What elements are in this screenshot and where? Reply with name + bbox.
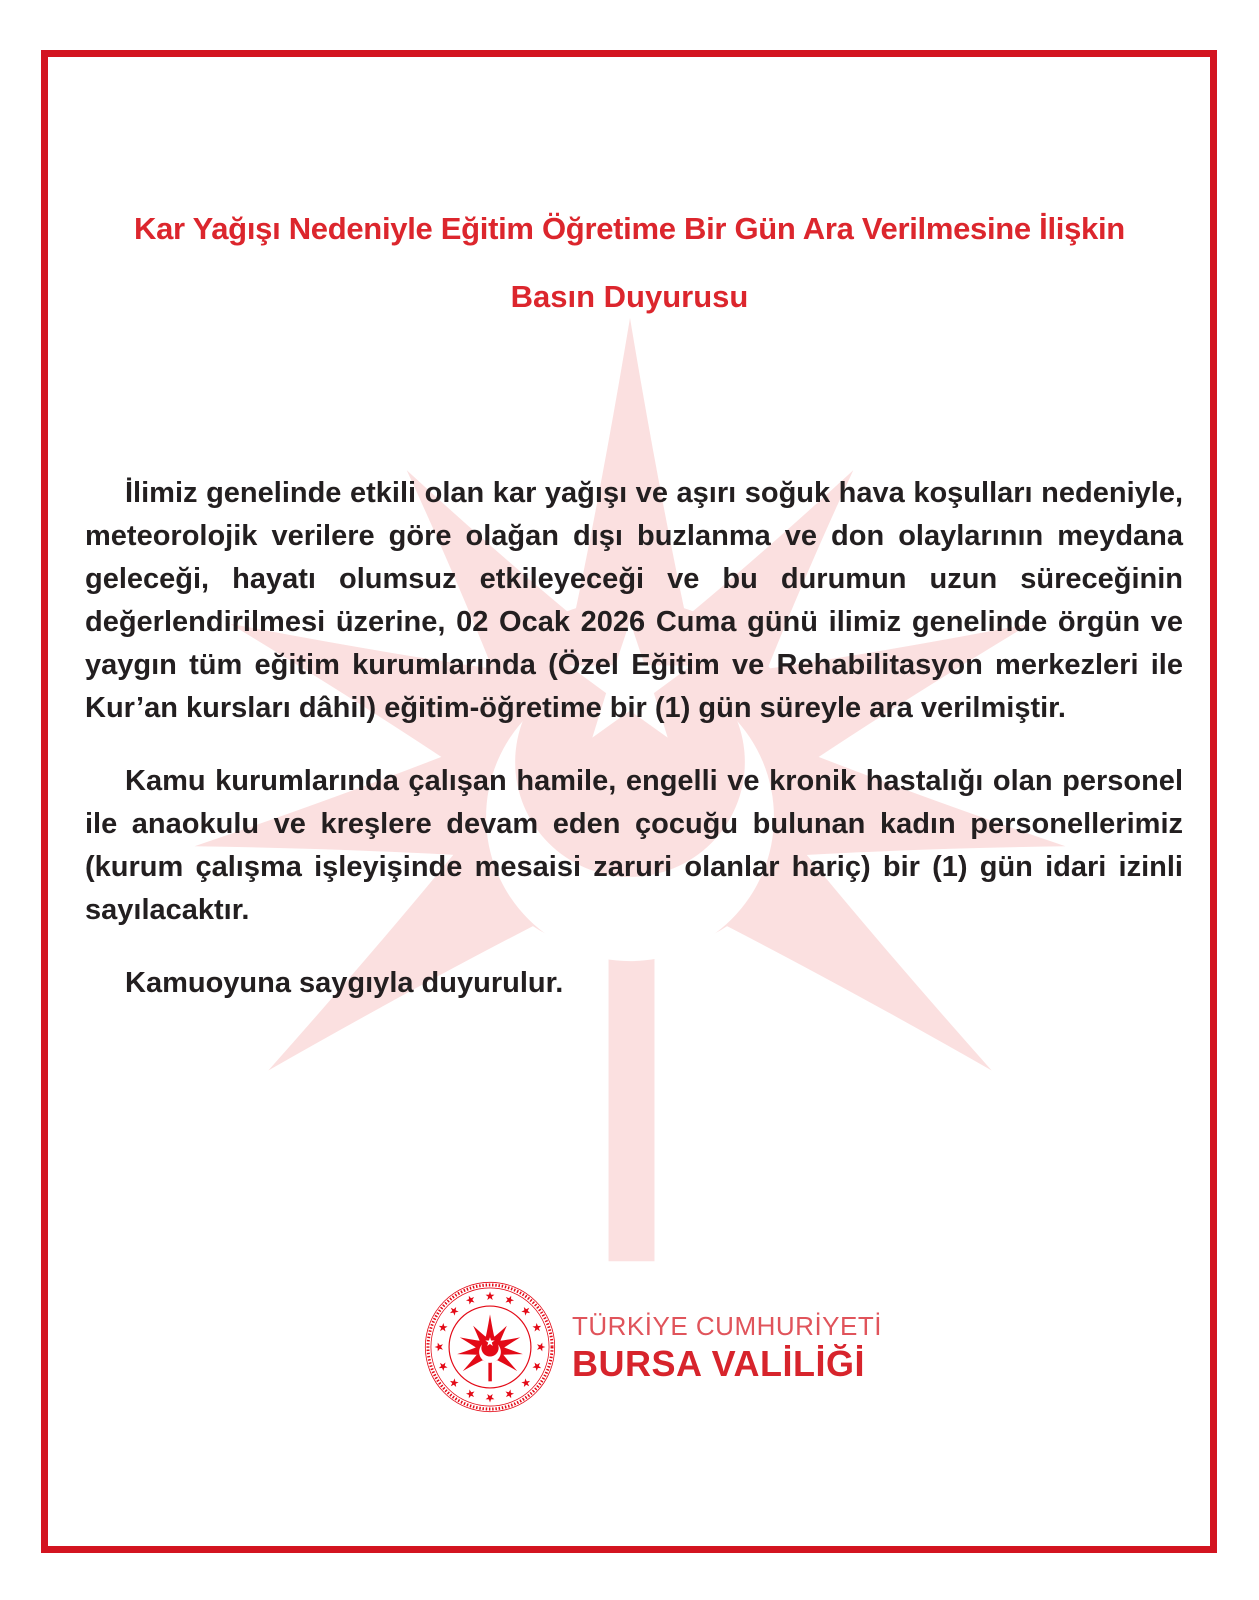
ring-star-icon bbox=[439, 1323, 448, 1332]
ring-star-icon bbox=[486, 1394, 495, 1402]
ring-star-icon bbox=[537, 1343, 545, 1352]
footer bbox=[424, 1281, 882, 1413]
ring-star-icon bbox=[450, 1378, 459, 1387]
ring-star-icon bbox=[486, 1292, 495, 1300]
title-line-1: Kar Yağışı Nedeniyle Eğitim Öğretime Bir Gün Ara Verilmesine İlişkin bbox=[134, 211, 1125, 246]
ring-star-icon bbox=[532, 1363, 541, 1372]
ring-star-icon bbox=[466, 1296, 475, 1305]
organization-name bbox=[572, 1310, 882, 1384]
ring-star-icon bbox=[521, 1378, 530, 1387]
government-emblem bbox=[424, 1281, 556, 1413]
ring-star-icon bbox=[521, 1307, 530, 1316]
ring-star-icon bbox=[506, 1389, 515, 1398]
ring-star-icon bbox=[435, 1343, 443, 1352]
emblem-stem bbox=[488, 1360, 491, 1381]
page-title bbox=[50, 212, 1209, 314]
paragraph-1: İlimiz genelinde etkili olan kar yağışı ve aşırı soğuk hava koşulları nedeniyle, meteorolojik verilere göre olağan dışı buzlanma ve don olaylarının meydana geleceği, hayatı olumsuz etkileyeceği ve bu durumun uzun süreceğinin değerlendirilmesi üzerine, 02 Ocak 2026 Cuma günü ilimiz genelinde örgün ve yaygın tüm eğitim kurumlarında (Özel Eğitim ve Rehabilitasyon merkezleri ile Kur’an kursları dâhil) eğitim-öğretime bir (1) gün süreyle ara verilmiştir. bbox=[85, 477, 1183, 724]
ring-star-icon bbox=[532, 1323, 541, 1332]
ring-star-icon bbox=[506, 1296, 515, 1305]
paragraph-2: Kamu kurumlarında çalışan hamile, engelli ve kronik hastalığı olan personel ile anaokulu ve kreşlere devam eden çocuğu bulunan kadın personellerimiz (kurum çalışma işleyişinde mesaisi zaruri olanlar hariç) bir (1) gün idari izinli sayılacaktır. bbox=[85, 765, 1183, 926]
org-name-line1: TÜRKİYE CUMHURİYETİ bbox=[572, 1311, 882, 1342]
body-text bbox=[85, 472, 1183, 1005]
title-line-2: Basın Duyurusu bbox=[510, 279, 749, 315]
closing-paragraph: Kamuoyuna saygıyla duyurulur. bbox=[125, 967, 564, 999]
ring-star-icon bbox=[466, 1389, 475, 1398]
ring-star-icon bbox=[450, 1307, 459, 1316]
ring-star-icon bbox=[439, 1363, 448, 1372]
org-name-line2: BURSA VALİLİĞİ bbox=[572, 1342, 865, 1384]
